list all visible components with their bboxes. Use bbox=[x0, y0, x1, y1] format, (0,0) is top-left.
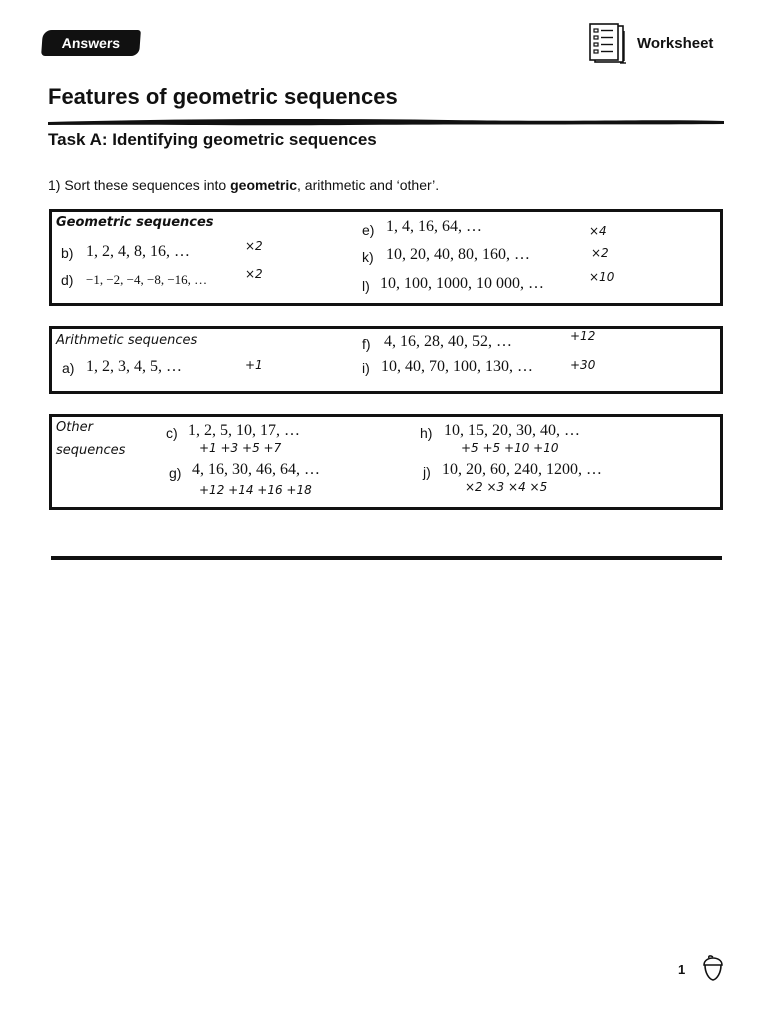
note-l: ×10 bbox=[589, 270, 615, 284]
note-j: ×2 ×3 ×4 ×5 bbox=[465, 480, 548, 494]
arithmetic-label: Arithmetic sequences bbox=[56, 333, 198, 348]
sequence-e: 1, 4, 16, 64, … bbox=[386, 218, 482, 235]
item-letter-c: c) bbox=[166, 425, 178, 441]
acorn-icon bbox=[700, 954, 726, 982]
geometric-label: Geometric sequences bbox=[56, 215, 214, 230]
instruction-suffix: , arithmetic and ‘other’. bbox=[297, 177, 440, 193]
other-label-line2: sequences bbox=[56, 443, 126, 458]
item-letter-f: f) bbox=[362, 336, 371, 352]
worksheet-label: Worksheet bbox=[637, 35, 714, 52]
instruction bbox=[48, 177, 439, 193]
sequence-k: 10, 20, 40, 80, 160, … bbox=[386, 246, 530, 263]
sequence-b: 1, 2, 4, 8, 16, … bbox=[86, 243, 190, 260]
sequence-h: 10, 15, 20, 30, 40, … bbox=[444, 422, 580, 439]
item-letter-b: b) bbox=[61, 245, 74, 261]
other-sequences-box bbox=[49, 414, 723, 510]
sequence-l: 10, 100, 1000, 10 000, … bbox=[380, 275, 544, 292]
sequence-d: −1, −2, −4, −8, −16, … bbox=[86, 272, 208, 287]
sequence-c: 1, 2, 5, 10, 17, … bbox=[188, 422, 300, 439]
item-letter-h: h) bbox=[420, 425, 433, 441]
note-f: +12 bbox=[570, 329, 596, 343]
answers-badge-label: Answers bbox=[61, 35, 121, 51]
sequence-i: 10, 40, 70, 100, 130, … bbox=[381, 358, 533, 375]
note-i: +30 bbox=[570, 358, 596, 372]
item-letter-i: i) bbox=[362, 360, 370, 376]
note-d: ×2 bbox=[245, 267, 263, 281]
item-letter-j: j) bbox=[423, 464, 431, 480]
note-b: ×2 bbox=[245, 239, 263, 253]
sequence-j: 10, 20, 60, 240, 1200, … bbox=[442, 461, 602, 478]
instruction-prefix: 1) Sort these sequences into bbox=[48, 177, 231, 193]
geometric-sequences-box bbox=[49, 209, 723, 306]
page-title: Features of geometric sequences bbox=[48, 84, 398, 109]
sequence-g: 4, 16, 30, 46, 64, … bbox=[192, 461, 320, 478]
note-g: +12 +14 +16 +18 bbox=[199, 483, 312, 497]
other-label-line1: Other bbox=[56, 420, 93, 435]
instruction-bold: geometric bbox=[230, 177, 298, 193]
sequence-f: 4, 16, 28, 40, 52, … bbox=[384, 333, 512, 350]
item-letter-l: l) bbox=[362, 278, 370, 294]
note-a: +1 bbox=[245, 358, 263, 372]
note-h: +5 +5 +10 +10 bbox=[461, 441, 559, 455]
arithmetic-sequences-box bbox=[49, 326, 723, 394]
item-letter-d: d) bbox=[61, 272, 74, 288]
item-letter-e: e) bbox=[362, 222, 375, 238]
note-c: +1 +3 +5 +7 bbox=[199, 441, 282, 455]
worksheet-icon bbox=[586, 23, 630, 67]
task-heading: Task A: Identifying geometric sequences bbox=[48, 130, 377, 149]
title-underline bbox=[48, 116, 724, 128]
note-k: ×2 bbox=[591, 246, 609, 260]
item-letter-g: g) bbox=[169, 465, 182, 481]
item-letter-a: a) bbox=[62, 360, 75, 376]
note-e: ×4 bbox=[589, 224, 607, 238]
section-divider bbox=[51, 556, 722, 560]
item-letter-k: k) bbox=[362, 249, 374, 265]
answers-badge bbox=[41, 30, 141, 56]
sequence-a: 1, 2, 3, 4, 5, … bbox=[86, 358, 182, 375]
page-number: 1 bbox=[678, 962, 686, 977]
